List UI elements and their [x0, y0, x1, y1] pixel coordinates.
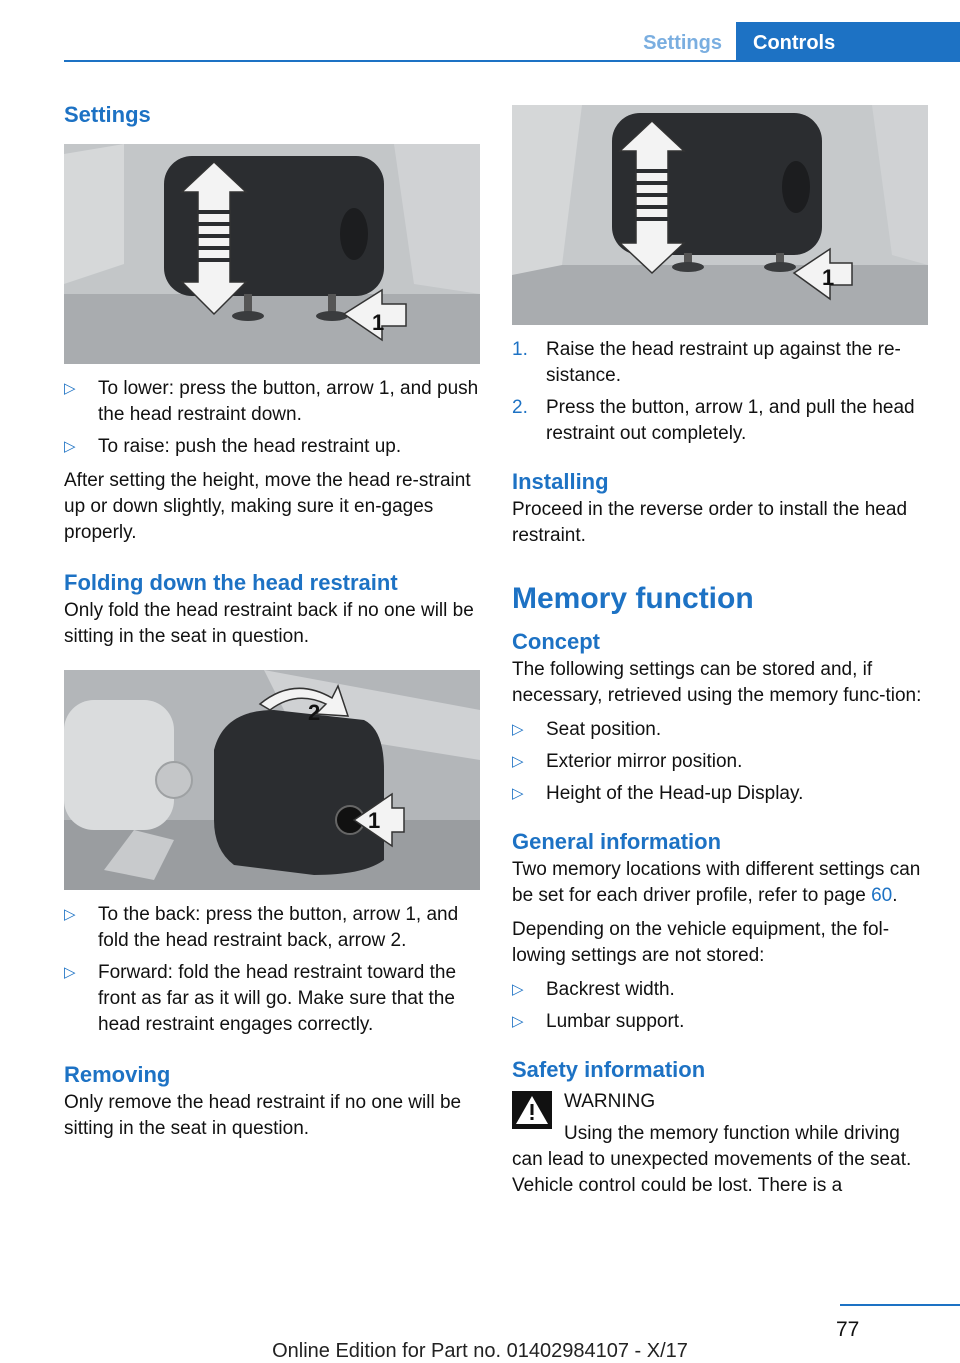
- page-link[interactable]: 60: [871, 885, 893, 906]
- concept-heading: Concept: [512, 629, 600, 654]
- figure-arrow-2-label: 2: [308, 700, 321, 725]
- list-item: ▷ To lower: press the button, arrow 1, and push the head restraint down.: [64, 378, 479, 425]
- general-list: [512, 977, 930, 1035]
- bullet-icon: ▷: [64, 438, 76, 455]
- list-item: ▷ Backrest width.: [512, 977, 930, 1003]
- memory-function-heading: Memory function: [512, 582, 754, 615]
- general-paragraph: Two memory locations with different settings can be set for each driver profile, refer to page 60.: [512, 859, 921, 906]
- figure-head-restraint-fold: [64, 670, 480, 890]
- settings-heading: Settings: [64, 102, 151, 127]
- installing-heading: Installing: [512, 469, 609, 494]
- list-item: ▷ Lumbar support.: [512, 1009, 930, 1035]
- warning-label: WARNING: [564, 1091, 656, 1112]
- warning-block: [512, 1089, 930, 1115]
- figure-head-restraint-remove: [512, 105, 928, 325]
- folding-paragraph: Only fold the head restraint back if no one will be sitting in the seat in question.: [64, 600, 474, 647]
- page-number: 77: [836, 1318, 860, 1341]
- bullet-icon: ▷: [512, 721, 524, 738]
- folding-list: [64, 902, 482, 1038]
- header-tab-settings[interactable]: Settings: [643, 32, 722, 54]
- safety-information-heading: Safety information: [512, 1057, 706, 1082]
- list-item: ▷ Seat position.: [512, 717, 930, 743]
- folding-heading: Folding down the head restraint: [64, 570, 398, 595]
- footer-rule: [840, 1304, 960, 1306]
- warning-text: Using the memory function while driving can lead to unexpected movements of the seat. Vehicle control could be lost. There is a: [512, 1123, 912, 1196]
- list-item: 2. Press the button, arrow 1, and pull the head restraint out completely.: [512, 397, 915, 444]
- bullet-icon: ▷: [512, 981, 524, 998]
- bullet-icon: ▷: [512, 753, 524, 770]
- list-item: ▷ Forward: fold the head restraint toward the front as far as it will go. Make sure that the head restraint engages correctly.: [64, 962, 457, 1035]
- right-column: [512, 105, 930, 1199]
- bullet-icon: ▷: [64, 380, 76, 397]
- settings-paragraph: After setting the height, move the head re-straint up or down slightly, making sure it en-gages properly.: [64, 470, 471, 543]
- list-item: ▷ To raise: push the head restraint up.: [64, 434, 482, 460]
- concept-list: [512, 717, 930, 807]
- warning-icon: [512, 1091, 552, 1129]
- list-item: ▷ Height of the Head-up Display.: [512, 781, 930, 807]
- installing-paragraph: Proceed in the reverse order to install the head restraint.: [512, 499, 908, 546]
- edition-footer: Online Edition for Part no. 01402984107 - X/17: [272, 1340, 688, 1362]
- list-item: ▷ To the back: press the button, arrow 1, and fold the head restraint back, arrow 2.: [64, 904, 459, 951]
- header-tab-controls[interactable]: Controls: [736, 22, 960, 62]
- bullet-icon: ▷: [512, 1013, 524, 1030]
- list-item: 1. Raise the head restraint up against the re-sistance.: [512, 339, 901, 386]
- removing-paragraph: Only remove the head restraint if no one will be sitting in the seat in question.: [64, 1092, 462, 1139]
- removing-steps: [512, 337, 930, 447]
- general-information-heading: General information: [512, 829, 722, 854]
- settings-list: [64, 376, 482, 460]
- figure-head-restraint-height: [64, 144, 480, 364]
- general-paragraph-2: Depending on the vehicle equipment, the fol-lowing settings are not stored:: [512, 919, 890, 966]
- removing-heading: Removing: [64, 1062, 171, 1087]
- list-item: ▷ Exterior mirror position.: [512, 749, 930, 775]
- figure-arrow-1-label: 1: [368, 808, 381, 833]
- left-column: [64, 100, 482, 1142]
- bullet-icon: ▷: [512, 785, 524, 802]
- header-rule: [64, 60, 960, 62]
- figure-arrow-1-label: 1: [822, 265, 835, 290]
- bullet-icon: ▷: [64, 906, 76, 923]
- bullet-icon: ▷: [64, 964, 76, 981]
- figure-arrow-1-label: 1: [372, 310, 385, 335]
- concept-paragraph: The following settings can be stored and, if necessary, retrieved using the memory func-tion:: [512, 659, 922, 706]
